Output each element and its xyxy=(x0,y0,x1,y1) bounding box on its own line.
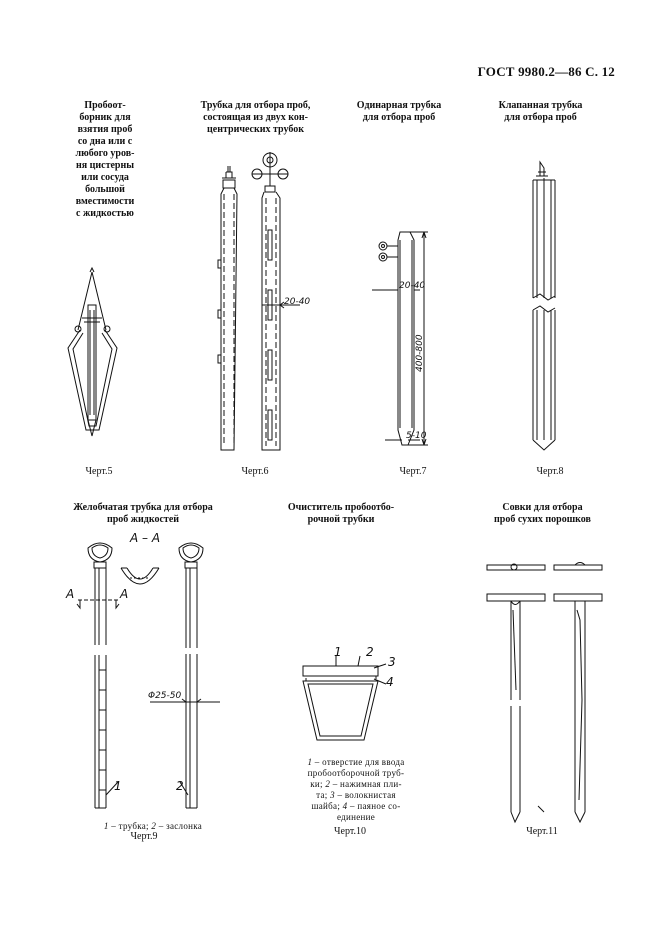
drawing-fig11-scoops xyxy=(487,563,602,823)
figure-label-9: Черт.9 xyxy=(130,831,158,842)
caption-tube-cleaner: Очиститель пробоотбо- рочной трубки xyxy=(287,502,395,525)
figure-label-5: Черт.5 xyxy=(85,466,113,477)
drawing-fig5-sampler xyxy=(68,268,117,436)
figure-label-10: Черт.10 xyxy=(334,826,366,837)
callout-1: 1 xyxy=(114,779,122,793)
drawing-fig7-single-tube xyxy=(372,232,428,445)
drawing-fig9-grooved-tube xyxy=(65,531,220,808)
callout-2: 2 xyxy=(176,779,184,793)
section-mark-right: А xyxy=(120,587,129,601)
drawing-fig8-valve-tube xyxy=(533,162,555,450)
caption-single-tube: Одинарная трубка для отбора проб xyxy=(356,100,442,123)
section-mark-left: А xyxy=(66,587,75,601)
callout-10-2: 2 xyxy=(366,645,374,659)
figure-label-6: Черт.6 xyxy=(241,466,269,477)
caption-sampler-bottom: Пробоот- борник для взятия проб со дна или с любого уров- ня цистерны или сосуда большой вместимости с жидкостью xyxy=(75,100,135,219)
section-label: А – А xyxy=(130,531,161,545)
figure-label-8: Черт.8 xyxy=(536,466,564,477)
figure-label-11: Черт.11 xyxy=(526,826,558,837)
figure-label-7: Черт.7 xyxy=(399,466,427,477)
callout-10-1: 1 xyxy=(334,645,342,659)
dim-fig9: Φ25-50 xyxy=(148,691,182,701)
callout-10-3: 3 xyxy=(388,655,396,669)
caption-powder-scoops: Совки для отбора проб сухих порошков xyxy=(494,502,591,525)
drawing-fig10-cleaner xyxy=(303,645,396,740)
page-header: ГОСТ 9980.2—86 С. 12 xyxy=(477,64,615,79)
caption-valve-tube: Клапанная трубка для отбора проб xyxy=(498,100,583,123)
legend-fig9: 1 – трубка; 2 – заслонка xyxy=(103,821,203,831)
dim-fig6: 20-40 xyxy=(284,297,311,307)
drawing-fig6-concentric-tubes xyxy=(218,152,310,450)
caption-grooved-tube: Желобчатая трубка для отбора проб жидкостей xyxy=(73,502,213,525)
callout-10-4: 4 xyxy=(386,675,394,689)
dim-fig7-width: 20-40 xyxy=(399,281,426,291)
dim-fig7-length: 400-800 xyxy=(415,334,425,372)
dim-fig7-tip: 5-10 xyxy=(406,431,427,441)
legend-fig10: 1 – отверстие для ввода пробоотборочной труб-ки; 2 – нажимная пли-та; 3 – волокнистая шайба; 4 – паяное со-единение xyxy=(307,757,405,822)
caption-concentric-tube: Трубка для отбора проб, состоящая из двух кон- центрических трубок xyxy=(200,100,311,135)
